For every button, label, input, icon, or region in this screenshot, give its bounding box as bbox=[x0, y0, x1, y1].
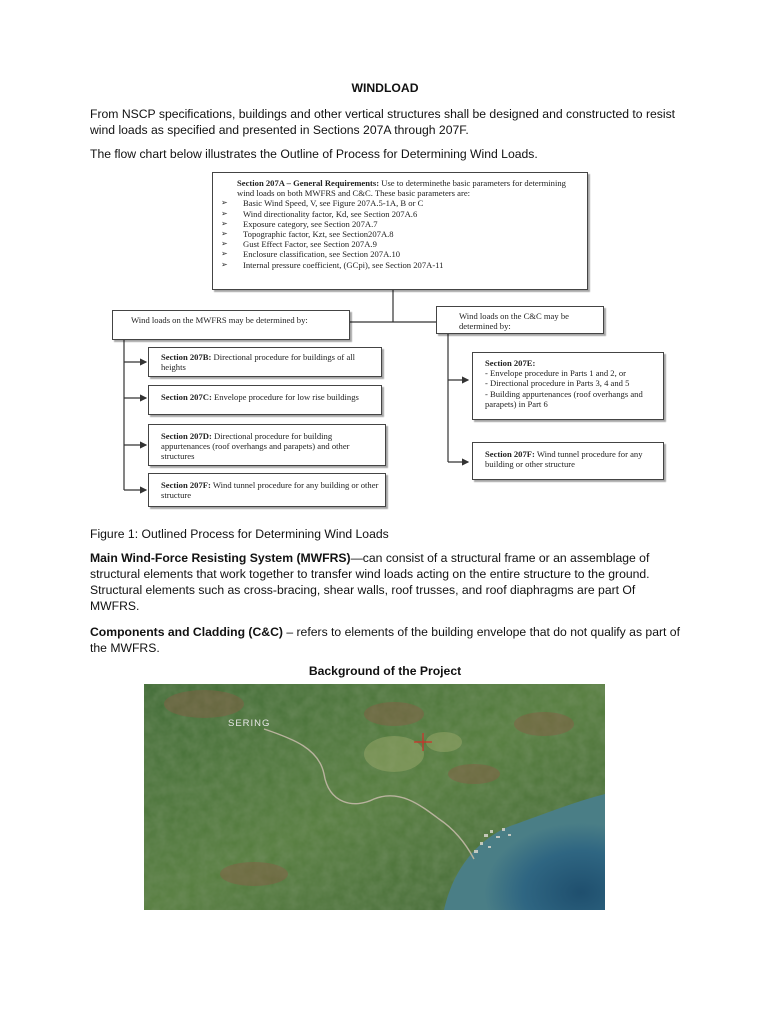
box-207e-line: - Envelope procedure in Parts 1 and 2, or bbox=[485, 368, 627, 379]
figure-caption: Figure 1: Outlined Process for Determining Wind Loads bbox=[90, 527, 389, 541]
basic-parameters-list bbox=[213, 198, 579, 269]
mwfrs-text: —can consist of a structural frame or an assemblage of structural elements that work together to transfer wind loads acting on the entire structure to the ground. Structural elements such as cross-bracing, shear walls, roof trusses, and roof diaphragms are part Of MWFRS. bbox=[90, 551, 650, 613]
box-207d-section: Section 207D: bbox=[161, 431, 212, 441]
box-207f-cc-section: Section 207F: bbox=[485, 449, 535, 459]
box-207d bbox=[148, 424, 386, 466]
box-207c-text: Envelope procedure for low rise buildings bbox=[211, 392, 359, 402]
intro-paragraph: From NSCP specifications, buildings and other vertical structures shall be designed and constructed to resist wind loads as specified and presented in Sections 207A through 207F. bbox=[90, 107, 676, 137]
cc-header: Wind loads on the C&C may be determined by: bbox=[459, 311, 569, 332]
box-207f-mwfrs bbox=[148, 473, 386, 507]
satellite-map bbox=[144, 684, 605, 910]
mwfrs-paragraph bbox=[90, 550, 680, 614]
box-207f-cc-text: Wind tunnel procedure for any building or other structure bbox=[485, 449, 643, 470]
box-207d-text: Directional procedure for building appurtenances (roof overhangs and parapets) and other structures bbox=[161, 431, 350, 462]
map-place-label: SERING bbox=[228, 718, 271, 729]
box-207b bbox=[148, 347, 382, 377]
param-item: ➢ Wind directionality factor, Kd, see Section 207A.6 bbox=[213, 209, 579, 219]
cc-header-box bbox=[436, 306, 604, 334]
box-207c-section: Section 207C: bbox=[161, 392, 212, 402]
cc-term: Components and Cladding (C&C) bbox=[90, 625, 283, 639]
box-207e bbox=[472, 352, 664, 420]
mwfrs-term: Main Wind-Force Resisting System (MWFRS) bbox=[90, 551, 351, 565]
box-207c bbox=[148, 385, 382, 415]
box-207b-text: Directional procedure for buildings of all heights bbox=[161, 352, 356, 373]
cc-paragraph bbox=[90, 624, 680, 656]
box-207f-mwfrs-text: Wind tunnel procedure for any building or other structure bbox=[161, 480, 379, 501]
param-item: ➢ Internal pressure coefficient, (GCpi), see Section 207A-11 bbox=[213, 260, 579, 270]
flow-intro: The flow chart below illustrates the Outline of Process for Determining Wind Loads. bbox=[90, 147, 538, 161]
param-item: ➢ Gust Effect Factor, see Section 207A.9 bbox=[213, 239, 579, 249]
box-207e-line: - Directional procedure in Parts 3, 4 and 5 bbox=[485, 378, 630, 389]
param-item: ➢ Basic Wind Speed, V, see Figure 207A.5-1A, B or C bbox=[213, 198, 579, 208]
box-207a bbox=[212, 172, 588, 290]
mwfrs-header: Wind loads on the MWFRS may be determined by: bbox=[131, 315, 308, 325]
background-heading: Background of the Project bbox=[308, 664, 462, 678]
box-207f-cc bbox=[472, 442, 664, 480]
box-207b-section: Section 207B: bbox=[161, 352, 212, 362]
param-item: ➢ Enclosure classification, see Section 207A.10 bbox=[213, 249, 579, 259]
box-207e-line: - Building appurtenances (roof overhangs and parapets) in Part 6 bbox=[485, 388, 643, 409]
box-207a-heading: Section 207A – General Requirements: bbox=[237, 178, 380, 188]
satellite-image bbox=[144, 684, 605, 910]
mwfrs-header-box bbox=[112, 310, 350, 340]
param-item: ➢ Exposure category, see Section 207A.7 bbox=[213, 219, 579, 229]
page-title: WINDLOAD bbox=[351, 81, 419, 95]
box-207e-section: Section 207E: bbox=[485, 358, 536, 368]
box-207f-mwfrs-section: Section 207F: bbox=[161, 480, 211, 490]
cc-text: – refers to elements of the building envelope that do not qualify as part of the MWFRS. bbox=[90, 625, 680, 655]
box-207a-desc: Use to determinethe basic parameters for determining wind loads on both MWFRS and C&C. These basic parameters are: bbox=[237, 178, 566, 199]
param-item: ➢ Topographic factor, Kzt, see Section207A.8 bbox=[213, 229, 579, 239]
